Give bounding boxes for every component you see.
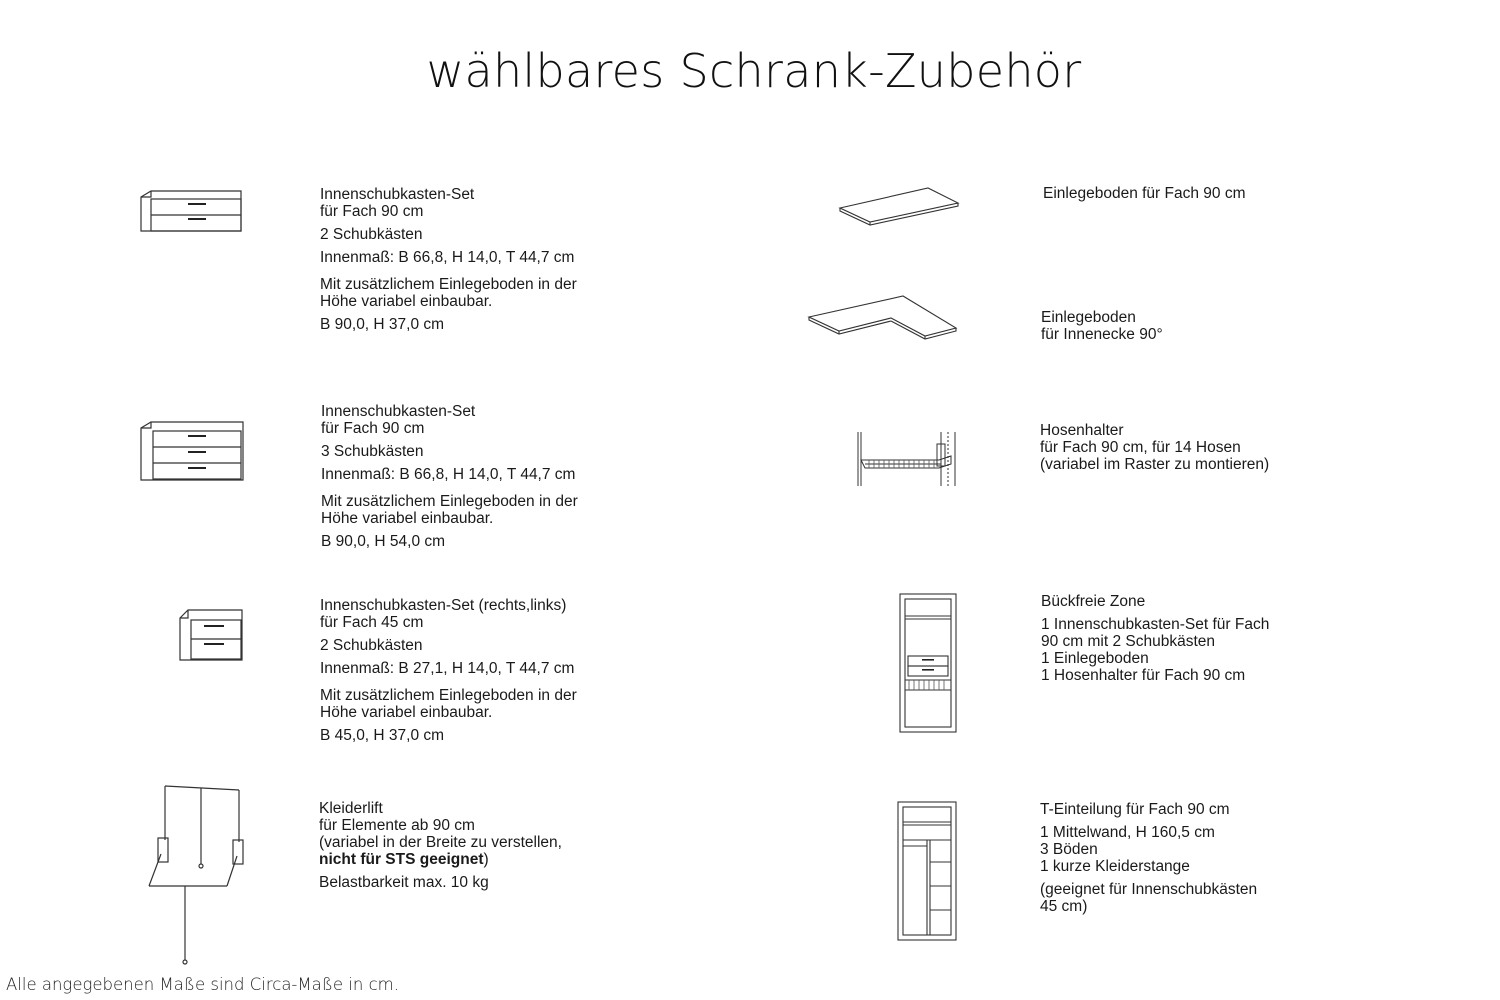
drawer-set-3-description — [321, 403, 578, 556]
description-line: (variabel im Raster zu montieren) — [1040, 456, 1270, 473]
description-line: für Fach 90 cm — [321, 420, 425, 437]
description-line: Mit zusätzlichem Einlegeboden in der — [320, 276, 577, 293]
t-einteilung-icon — [896, 800, 960, 944]
bueckfreie-zone-icon — [898, 592, 960, 734]
drawer-set-45-icon — [177, 608, 245, 664]
description-line: für Fach 90 cm — [320, 203, 424, 220]
drawer-set-45-description — [320, 597, 577, 750]
trouser-holder-icon — [855, 430, 959, 488]
description-line: Innenschubkasten-Set — [321, 403, 476, 420]
t-einteilung-title: T-Einteilung für Fach 90 cm — [1040, 801, 1230, 818]
description-line: 1 Innenschubkasten-Set für Fach — [1041, 616, 1270, 633]
description-line: 1 Hosenhalter für Fach 90 cm — [1041, 667, 1246, 684]
description-line: 90 cm mit 2 Schubkästen — [1041, 633, 1216, 650]
page-title: wählbares Schrank-Zubehör — [426, 44, 1082, 98]
description-line: Mit zusätzlichem Einlegeboden in der — [320, 687, 577, 704]
description-line: 3 Böden — [1040, 841, 1098, 858]
drawer-set-2-description — [320, 186, 577, 339]
description-line: Mit zusätzlichem Einlegeboden in der — [321, 493, 578, 510]
shelf-description — [1043, 185, 1245, 202]
description-line: für Fach 90 cm, für 14 Hosen — [1040, 439, 1241, 456]
bueckfreie-zone-title: Bückfreie Zone — [1041, 593, 1146, 610]
kleiderlift-title: Kleiderlift — [319, 800, 383, 817]
inner-dimensions: Innenmaß: B 66,8, H 14,0, T 44,7 cm — [320, 249, 575, 266]
outer-dimensions: B 90,0, H 54,0 cm — [321, 533, 446, 550]
corner-shelf-icon — [807, 294, 959, 346]
corner-shelf-title: Einlegeboden — [1041, 309, 1136, 326]
shelf-icon — [838, 186, 960, 228]
description-line: (variabel in der Breite zu verstellen, — [319, 834, 562, 851]
corner-shelf-description — [1041, 309, 1163, 343]
t-einteilung-description — [1040, 801, 1257, 915]
kleiderlift-description — [319, 800, 562, 897]
drawer-set-3-icon — [138, 420, 246, 484]
description-line: 1 kurze Kleiderstange — [1040, 858, 1190, 875]
inner-dimensions: Innenmaß: B 27,1, H 14,0, T 44,7 cm — [320, 660, 575, 677]
footer-note: Alle angegebenen Maße sind Circa-Maße in cm. — [6, 975, 399, 994]
shelf-title: Einlegeboden für Fach 90 cm — [1043, 185, 1246, 202]
load-capacity: Belastbarkeit max. 10 kg — [319, 874, 489, 891]
description-line: (geeignet für Innenschubkästen — [1040, 881, 1258, 898]
description-line: für Fach 45 cm — [320, 614, 424, 631]
drawer-count: 2 Schubkästen — [320, 226, 423, 243]
outer-dimensions: B 90,0, H 37,0 cm — [320, 316, 445, 333]
trouser-holder-description — [1040, 422, 1269, 473]
drawer-set-2-icon — [138, 189, 244, 235]
trouser-holder-title: Hosenhalter — [1040, 422, 1124, 439]
drawer-count: 2 Schubkästen — [320, 637, 423, 654]
description-line: Innenschubkasten-Set (rechts,links) — [320, 597, 567, 614]
drawer-count: 3 Schubkästen — [321, 443, 424, 460]
description-line: 45 cm) — [1040, 898, 1088, 915]
description-line: Höhe variabel einbaubar. — [320, 293, 493, 310]
description-line: Höhe variabel einbaubar. — [320, 704, 493, 721]
description-line: ) — [483, 851, 489, 868]
inner-dimensions: Innenmaß: B 66,8, H 14,0, T 44,7 cm — [321, 466, 576, 483]
description-line: 1 Mittelwand, H 160,5 cm — [1040, 824, 1215, 841]
outer-dimensions: B 45,0, H 37,0 cm — [320, 727, 445, 744]
sts-warning: nicht für STS geeignet — [319, 851, 484, 868]
description-line: für Elemente ab 90 cm — [319, 817, 475, 834]
description-line: Höhe variabel einbaubar. — [321, 510, 494, 527]
wardrobe-lift-icon — [145, 782, 245, 968]
description-line: für Innenecke 90° — [1041, 326, 1163, 343]
bueckfreie-zone-description — [1041, 593, 1269, 684]
description-line: 1 Einlegeboden — [1041, 650, 1149, 667]
description-line: Innenschubkasten-Set — [320, 186, 475, 203]
